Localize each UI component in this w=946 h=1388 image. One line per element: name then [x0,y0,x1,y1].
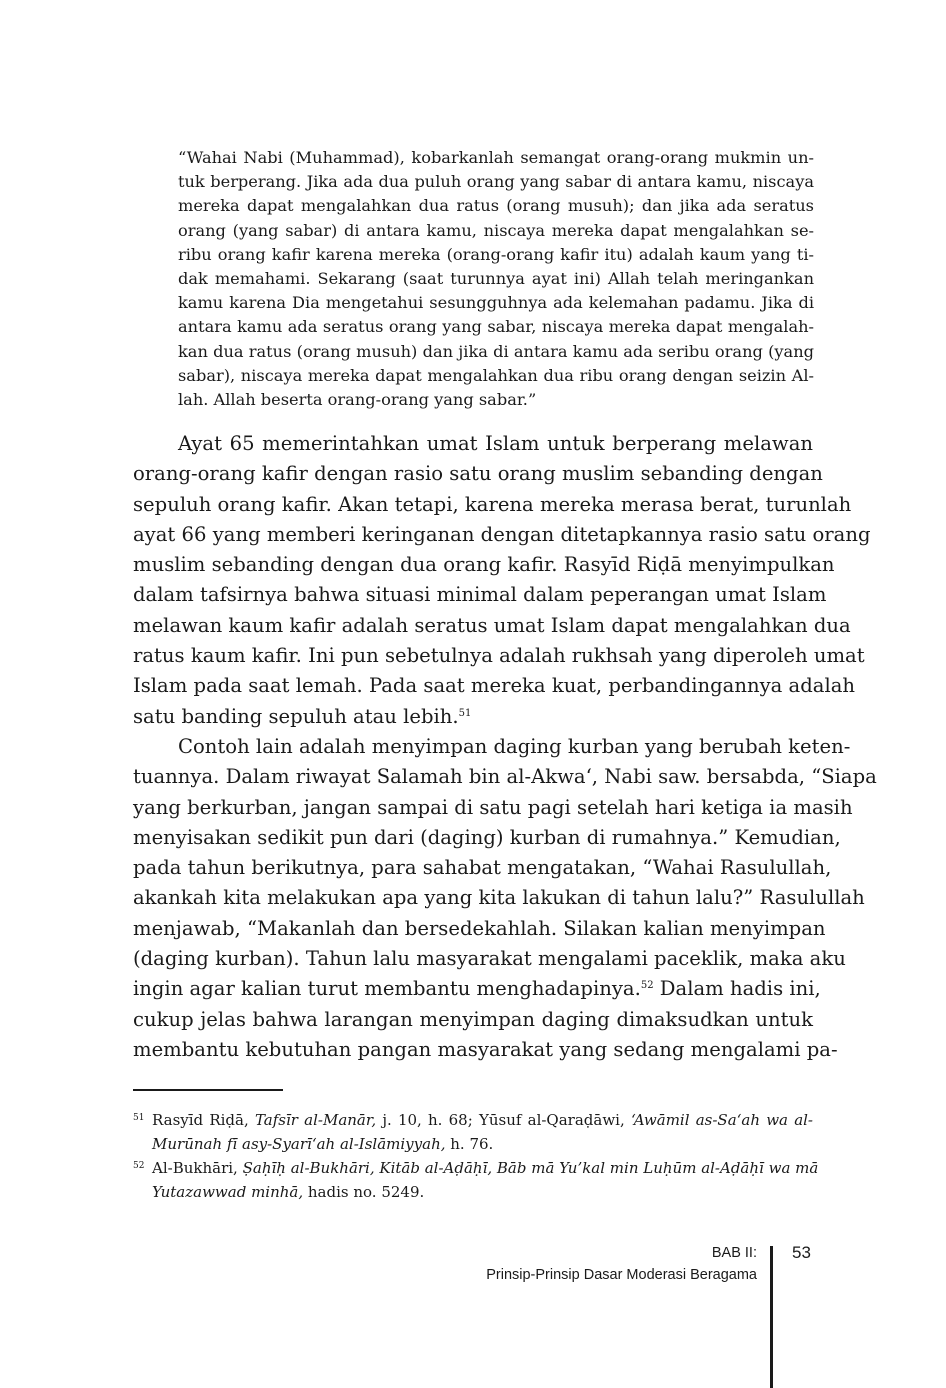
chapter-title: Prinsip-Prinsip Dasar Moderasi Beragama [486,1267,757,1283]
text-line: dalam tafsirnya bahwa situasi minimal dalam peperangan umat Islam [133,583,827,607]
quote-line: tuk berperang. Jika ada dua puluh orang yang sabar di antara kamu, niscaya [178,172,814,192]
text-line: yang berkurban, jangan sampai di satu pagi setelah hari ketiga ia masih [133,795,853,819]
text-line: orang-orang kafir dengan rasio satu orang muslim sebanding dengan [133,462,823,486]
text-line: menjawab, “Makanlah dan bersedekahlah. Silakan kalian menyimpan [133,916,826,940]
text-line: akankah kita melakukan apa yang kita lakukan di tahun lalu?” Rasulullah [133,886,865,910]
text-line [133,702,813,732]
body-text [133,429,877,1065]
text-fragment: ingin agar kalian turut membantu menghadapinya. [133,977,641,1001]
running-footer [486,1242,757,1286]
text-line: sepuluh orang kafir. Akan tetapi, karena mereka merasa berat, turunlah [133,492,852,516]
text-line: pada tahun berikutnya, para sahabat mengatakan, “Wahai Rasulullah, [133,856,832,880]
footnote-line [152,1132,813,1156]
text-fragment: h. 76. [445,1135,494,1153]
footnote-line [152,1108,813,1132]
text-fragment: satu banding sepuluh atau lebih. [133,704,459,728]
text-fragment: Rasyīd Riḍā, [152,1111,255,1129]
footnote-52 [133,1156,819,1204]
quote-line: kan dua ratus (orang musuh) dan jika di antara kamu ada seribu orang (yang [178,341,814,361]
footnote-line [152,1156,819,1180]
quote-line: antara kamu ada seratus orang yang sabar, niscaya mereka dapat mengalah- [178,317,814,337]
text-line: (daging kurban). Tahun lalu masyarakat mengalami paceklik, maka aku [133,947,846,971]
text-fragment: Yutazawwad minhā, [152,1183,304,1201]
text-fragment: hadis no. 5249. [303,1183,425,1201]
chapter-label: BAB II: [711,1245,757,1261]
footnote-number: 52 [133,1161,145,1171]
text-fragment: j. 10, h. 68; Yūsuf al-Qaraḍāwi, [376,1111,631,1129]
quote-line: orang (yang sabar) di antara kamu, niscaya mereka dapat mengalahkan se- [178,220,814,240]
text-line: menyisakan sedikit pun dari (daging) kurban di rumahnya.” Kemudian, [133,825,841,849]
text-line: Contoh lain adalah menyimpan daging kurban yang berubah keten- [178,734,851,758]
quote-line: kamu karena Dia mengetahui sesungguhnya ada kelemahan padamu. Jika di [178,293,814,313]
text-fragment: Al-Bukhāri, [152,1159,243,1177]
quote-line: sabar), niscaya mereka dapat mengalahkan dua ribu orang dengan seizin Al- [178,365,814,385]
footer-divider [770,1246,773,1388]
paragraph-2 [133,732,877,1065]
text-fragment: Dalam hadis ini, [653,977,821,1001]
quote-line: ribu orang kafir karena mereka (orang-orang kafir itu) adalah kaum yang ti- [178,244,814,264]
footnote-divider [133,1089,283,1091]
text-line: tuannya. Dalam riwayat Salamah bin al-Akwa‘, Nabi saw. bersabda, “Siapa [133,765,877,789]
text-fragment: Murūnah fī asy-Syarī‘ah al-Islāmiyyah, [152,1135,446,1153]
text-line: ayat 66 yang memberi keringanan dengan ditetapkannya rasio satu orang [133,522,871,546]
paragraph-1 [133,429,871,732]
text-line: muslim sebanding dengan dua orang kafir. Rasyīd Riḍā menyimpulkan [133,553,835,577]
footnote-51 [133,1108,813,1156]
text-line: membantu kebutuhan pangan masyarakat yang sedang mengalami pa- [133,1037,838,1061]
quote-line: dak memahami. Sekarang (saat turunnya ayat ini) Allah telah meringankan [178,269,814,289]
quoted-verse [178,146,814,412]
footnotes [133,1108,819,1204]
text-fragment: Tafsīr al-Manār, [254,1111,377,1129]
text-line: Islam pada saat lemah. Pada saat mereka kuat, perbandingannya adalah [133,674,856,698]
text-line: ratus kaum kafir. Ini pun sebetulnya adalah rukhsah yang diperoleh umat [133,644,865,668]
quote-line: mereka dapat mengalahkan dua ratus (orang musuh); dan jika ada seratus [178,196,814,216]
footnote-ref-51[interactable]: 51 [458,707,472,719]
text-line: Ayat 65 memerintahkan umat Islam untuk berperang melawan [178,432,813,455]
text-line: melawan kaum kafir adalah seratus umat Islam dapat mengalahkan dua [133,613,851,637]
text-line [133,974,821,1004]
quote-line: lah. Allah beserta orang-orang yang sabar.” [178,390,537,410]
footnote-ref-52[interactable]: 52 [640,980,654,992]
text-fragment: Ṣaḥīḥ al-Bukhāri, Kitāb al-Aḍāḥī, Bāb mā Yu’kal min Luḥūm al-Aḍāḥī wa mā [242,1159,819,1177]
text-line: cukup jelas bahwa larangan menyimpan daging dimaksudkan untuk [133,1007,813,1031]
page-number: 53 [792,1243,811,1262]
footnote-number: 51 [133,1113,145,1123]
quote-line: “Wahai Nabi (Muhammad), kobarkanlah semangat orang-orang mukmin un- [178,148,814,167]
footnote-line [152,1180,813,1204]
text-fragment: ‘Awāmil as-Sa‘ah wa al- [630,1111,813,1129]
